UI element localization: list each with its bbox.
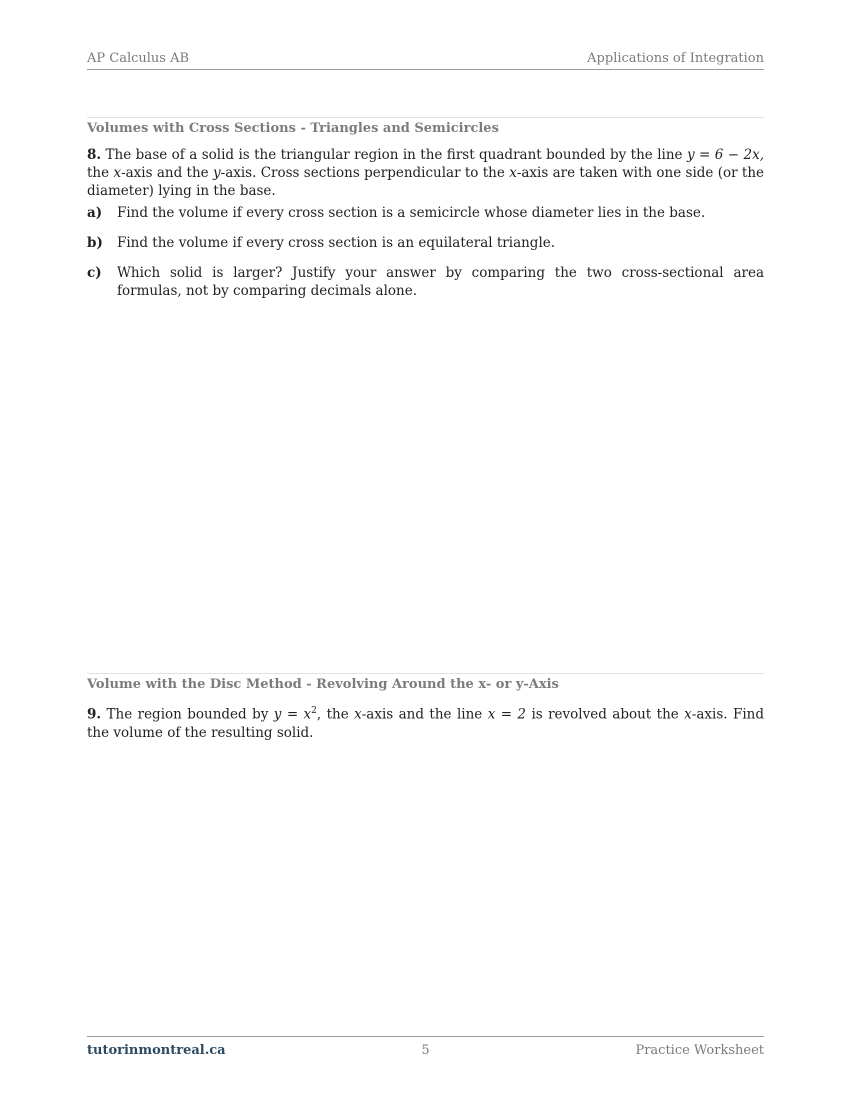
page-footer [87, 1036, 764, 1058]
math-variable: x [113, 165, 122, 181]
math-expression: x = 2 [487, 706, 527, 723]
chapter-title: Applications of Integration [587, 51, 764, 66]
problem-text: the [87, 165, 110, 181]
part-label: b) [87, 235, 103, 251]
math-variable: y [213, 165, 221, 181]
problem-text: The region bounded by [106, 706, 269, 723]
problem-text: , the [316, 706, 349, 723]
math-exponent: 2 [311, 706, 317, 716]
problem-8 [87, 146, 764, 200]
course-title: AP Calculus AB [87, 51, 190, 66]
part-a [87, 204, 764, 222]
math-variable: x [509, 165, 517, 181]
math-expression: y = x [273, 706, 312, 723]
section-title: Volumes with Cross Sections - Triangles and Semicircles [87, 121, 499, 136]
footer-label: Practice Worksheet [635, 1043, 764, 1058]
page-number: 5 [421, 1043, 430, 1058]
problem-text: -axis and the line [361, 706, 483, 723]
problem-text: is revolved about the [531, 706, 679, 723]
problem-parts [87, 204, 764, 300]
part-text: Which solid is larger? Justify your answer by comparing the two cross-sectional area formulas, not by comparing decimals alone. [117, 265, 764, 299]
problem-9 [87, 702, 764, 742]
problem-text: -axis are taken with one side (or the diameter) lying in the base. [87, 165, 764, 199]
problem-text: -axis. Find the volume of the resulting solid. [87, 706, 764, 741]
section-title: Volume with the Disc Method - Revolving Around the x- or y-Axis [87, 677, 559, 692]
problem-text: The base of a solid is the triangular region in the first quadrant bounded by the line [105, 147, 683, 163]
part-text: Find the volume if every cross section is an equilateral triangle. [117, 235, 556, 251]
problem-text: -axis and the [121, 165, 209, 181]
part-text: Find the volume if every cross section is a semicircle whose diameter lies in the base. [117, 205, 706, 221]
math-variable: x [354, 706, 362, 723]
part-label: a) [87, 205, 103, 221]
math-variable: x [684, 706, 692, 723]
section-divider [87, 673, 764, 674]
footer-site-link[interactable]: tutorinmontreal.ca [87, 1043, 226, 1058]
problem-text: -axis. Cross sections perpendicular to the [220, 165, 505, 181]
section-disc-method [87, 673, 764, 742]
part-b [87, 234, 764, 252]
part-label: c) [87, 265, 102, 281]
section-cross-sections [87, 117, 764, 312]
part-c [87, 264, 764, 300]
page-header [87, 51, 764, 70]
math-expression: y = 6 − 2x, [686, 147, 765, 163]
section-divider [87, 117, 764, 118]
problem-number: 8. [87, 147, 102, 163]
problem-number: 9. [87, 706, 102, 723]
